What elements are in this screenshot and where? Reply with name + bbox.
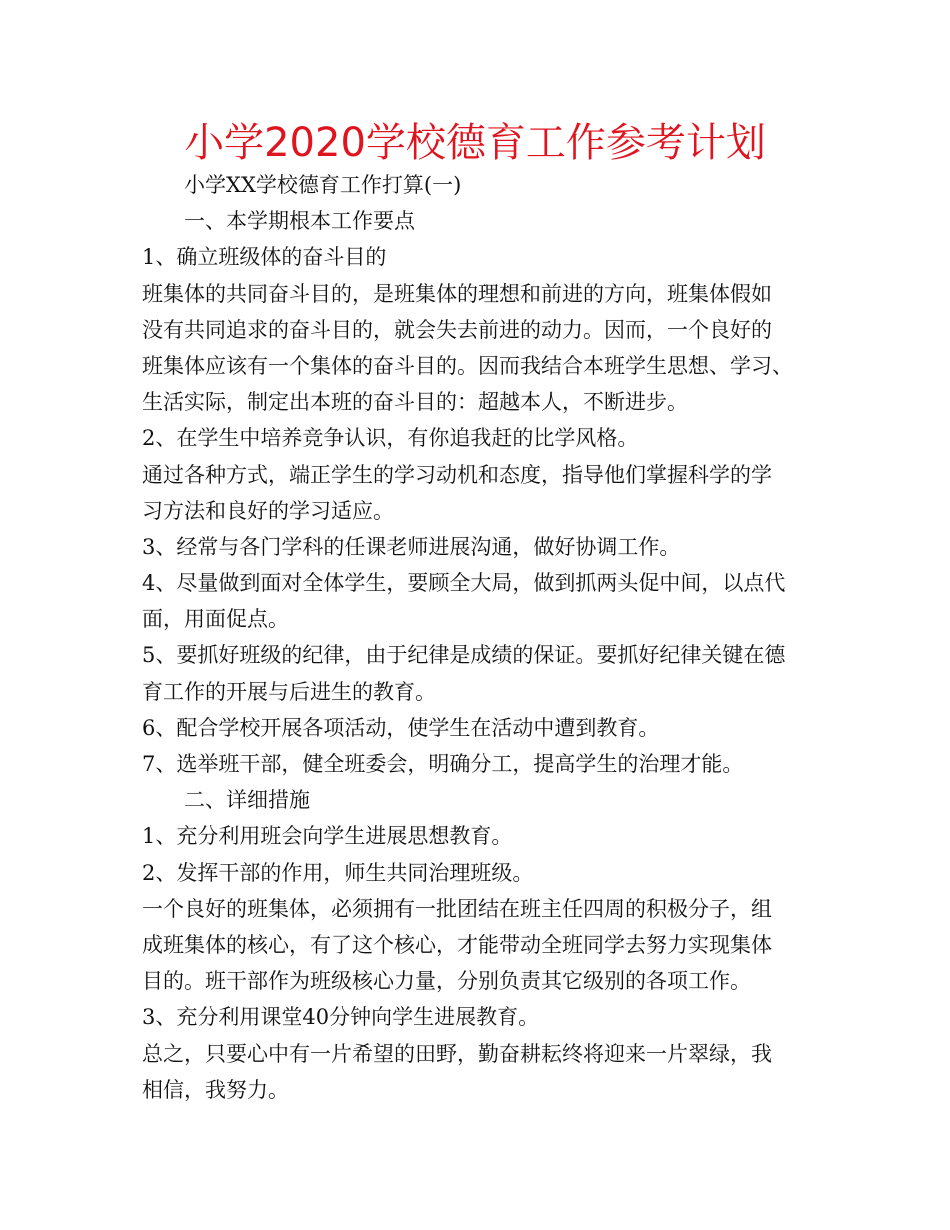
paragraph-line: 一个良好的班集体，必须拥有一批团结在班主任四周的积极分子，组 (142, 896, 772, 921)
paragraph-line: 6、配合学校开展各项活动，使学生在活动中遭到教育。 (142, 715, 660, 740)
paragraph-line: 班集体应该有一个集体的奋斗目的。因而我结合本班学生思想、学习、 (142, 353, 793, 378)
paragraph-line: 习方法和良好的学习适应。 (142, 498, 394, 523)
paragraph-line: 育工作的开展与后进生的教育。 (142, 679, 436, 704)
paragraph-line: 面，用面促点。 (142, 607, 289, 632)
paragraph-line: 1、充分利用班会向学生进展思想教育。 (142, 824, 513, 849)
paragraph-line: 5、要抓好班级的纪律，由于纪律是成绩的保证。要抓好纪律关键在德 (142, 643, 786, 668)
paragraph-line: 班集体的共同奋斗目的，是班集体的理想和前进的方向，班集体假如 (142, 281, 772, 306)
paragraph-line: 二、详细措施 (184, 788, 310, 813)
paragraph-line: 没有共同追求的奋斗目的，就会失去前进的动力。因而，一个良好的 (142, 317, 772, 342)
paragraph-line: 成班集体的核心，有了这个核心，才能带动全班同学去努力实现集体 (142, 932, 772, 957)
document-body (142, 167, 832, 1108)
paragraph-line: 4、尽量做到面对全体学生，要顾全大局，做到抓两头促中间，以点代 (142, 571, 786, 596)
paragraph-line: 1、确立班级体的奋斗目的 (142, 245, 387, 270)
paragraph-line: 2、在学生中培养竞争认识，有你追我赶的比学风格。 (142, 426, 639, 451)
paragraph-line: 生活实际，制定出本班的奋斗目的：超越本人，不断进步。 (142, 390, 688, 415)
paragraph-line: 一、本学期根本工作要点 (184, 209, 415, 234)
paragraph-line: 小学XX学校德育工作打算(一) (184, 173, 462, 197)
paragraph-line: 3、经常与各门学科的任课老师进展沟通，做好协调工作。 (142, 534, 681, 559)
paragraph-line: 相信，我努力。 (142, 1077, 289, 1102)
document-title: 小学2020学校德育工作参考计划 (184, 120, 766, 166)
paragraph-line: 7、选举班干部，健全班委会，明确分工，提高学生的治理才能。 (142, 752, 744, 776)
paragraph-line: 2、发挥干部的作用，师生共同治理班级。 (142, 860, 534, 885)
paragraph-line: 通过各种方式，端正学生的学习动机和态度，指导他们掌握科学的学 (142, 462, 772, 487)
paragraph-line: 总之，只要心中有一片希望的田野，勤奋耕耘终将迎来一片翠绿，我 (142, 1041, 772, 1066)
paragraph-line: 目的。班干部作为班级核心力量，分别负责其它级别的各项工作。 (142, 969, 751, 994)
paragraph-line: 3、充分利用课堂40分钟向学生进展教育。 (142, 1005, 540, 1030)
